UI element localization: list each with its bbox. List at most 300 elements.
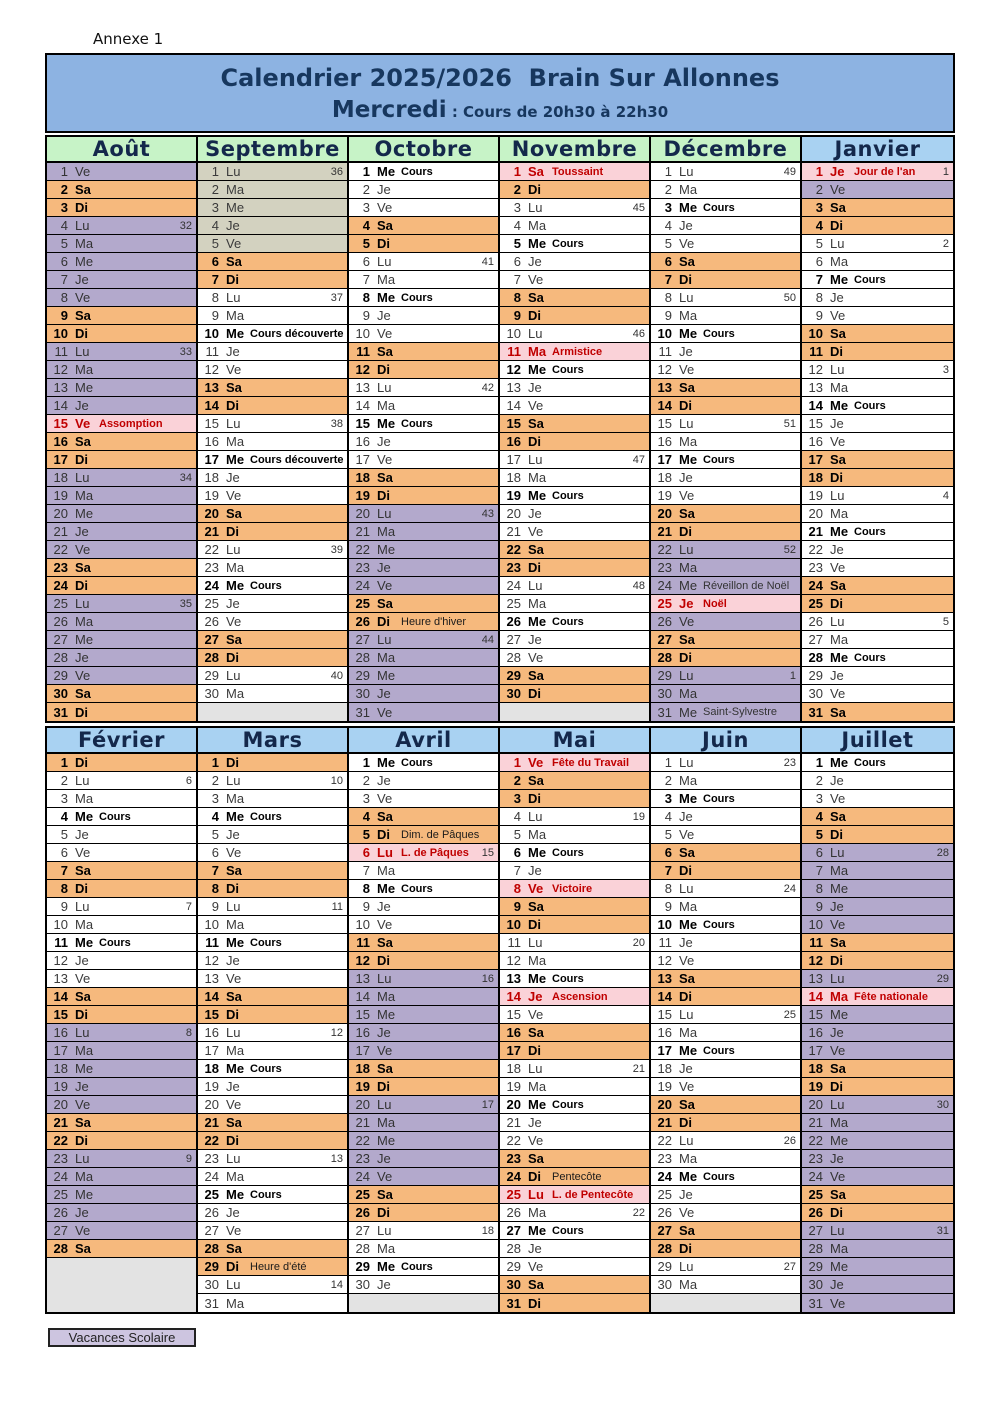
weekday-abbr: Ve	[830, 791, 846, 806]
week-number: 20	[632, 936, 645, 949]
day-note: Cours	[99, 810, 131, 823]
day-note: Dim. de Pâques	[401, 828, 480, 841]
weekday-abbr: Ve	[377, 1043, 393, 1058]
day-number: 4	[362, 218, 370, 233]
weekday-abbr: Di	[679, 863, 692, 878]
day-row	[47, 703, 196, 721]
day-row	[802, 1204, 953, 1222]
day-row	[802, 1222, 953, 1240]
day-number: 19	[53, 1079, 68, 1094]
weekday-abbr: Sa	[75, 863, 91, 878]
day-number: 25	[808, 1187, 823, 1202]
day-row	[349, 970, 498, 988]
week-number: 29	[936, 972, 949, 985]
day-number: 10	[355, 917, 370, 932]
day-row	[802, 1168, 953, 1186]
day-row	[349, 397, 498, 415]
weekday-abbr: Sa	[75, 308, 91, 323]
day-row	[47, 1204, 196, 1222]
month-column-janvier	[802, 137, 953, 721]
day-row	[500, 271, 649, 289]
week-number: 36	[330, 165, 343, 178]
weekday-abbr: Ve	[75, 668, 91, 683]
day-number: 27	[506, 1223, 521, 1238]
weekday-abbr: Lu	[377, 632, 392, 647]
weekday-abbr: Ve	[830, 308, 846, 323]
empty-filler-cell	[198, 703, 347, 721]
day-row	[198, 916, 347, 934]
day-row	[198, 1096, 347, 1114]
weekday-abbr: Je	[75, 953, 89, 968]
day-row	[198, 631, 347, 649]
day-number: 21	[204, 524, 219, 539]
day-number: 4	[211, 218, 219, 233]
day-row	[802, 559, 953, 577]
day-number: 15	[657, 1007, 672, 1022]
weekday-abbr: Me	[830, 272, 849, 287]
day-row	[47, 613, 196, 631]
day-row	[802, 1294, 953, 1312]
weekday-abbr: Di	[226, 881, 239, 896]
weekday-abbr: Me	[75, 632, 94, 647]
day-number: 17	[657, 452, 672, 467]
day-number: 28	[808, 1241, 823, 1256]
day-number: 13	[355, 971, 370, 986]
day-number: 30	[506, 686, 521, 701]
day-number: 27	[53, 632, 68, 647]
weekday-abbr: Di	[830, 596, 843, 611]
day-number: 28	[657, 1241, 672, 1256]
day-number: 13	[657, 380, 672, 395]
weekday-abbr: Sa	[377, 1187, 393, 1202]
day-row	[500, 379, 649, 397]
day-row	[500, 523, 649, 541]
month-header-fevrier: Février	[47, 728, 196, 754]
week-number: 33	[179, 345, 192, 358]
weekday-abbr: Me	[679, 917, 698, 932]
weekday-abbr: Lu	[226, 164, 241, 179]
day-row	[802, 844, 953, 862]
day-number: 4	[513, 809, 521, 824]
day-note: Cours	[552, 615, 584, 628]
day-row	[349, 271, 498, 289]
day-number: 20	[506, 506, 521, 521]
weekday-abbr: Lu	[75, 344, 90, 359]
day-row	[802, 916, 953, 934]
day-row	[47, 1114, 196, 1132]
day-number: 11	[54, 344, 68, 359]
day-row	[47, 1006, 196, 1024]
day-row	[651, 1204, 800, 1222]
weekday-abbr: Lu	[830, 614, 845, 629]
weekday-abbr: Ma	[75, 614, 94, 629]
day-row	[349, 505, 498, 523]
day-number: 26	[506, 1205, 521, 1220]
weekday-abbr: Ma	[679, 1277, 698, 1292]
day-number: 4	[60, 809, 68, 824]
weekday-abbr: Me	[528, 488, 547, 503]
week-number: 21	[632, 1062, 645, 1075]
day-number: 6	[362, 254, 370, 269]
day-number: 28	[506, 1241, 521, 1256]
weekday-abbr: Ve	[679, 1205, 695, 1220]
day-row	[349, 649, 498, 667]
day-row	[47, 163, 196, 181]
day-row	[500, 289, 649, 307]
day-row	[500, 1132, 649, 1150]
day-number: 8	[60, 881, 68, 896]
week-number: 10	[330, 774, 343, 787]
weekday-abbr: Lu	[528, 935, 543, 950]
weekday-abbr: Me	[75, 380, 94, 395]
weekday-abbr: Ma	[75, 917, 94, 932]
day-number: 14	[506, 989, 521, 1004]
day-row	[651, 217, 800, 235]
day-number: 31	[53, 704, 68, 720]
day-row	[651, 772, 800, 790]
day-row	[198, 415, 347, 433]
day-number: 14	[506, 398, 521, 413]
weekday-abbr: Ma	[679, 182, 698, 197]
day-row	[47, 325, 196, 343]
day-number: 9	[664, 308, 672, 323]
day-number: 16	[506, 1025, 521, 1040]
day-row	[47, 970, 196, 988]
weekday-abbr: Je	[679, 1187, 693, 1202]
week-number: 45	[632, 201, 645, 214]
weekday-abbr: Ve	[226, 845, 242, 860]
day-number: 21	[657, 1115, 672, 1130]
day-number: 21	[657, 524, 672, 539]
day-number: 5	[513, 236, 521, 251]
weekday-abbr: Lu	[528, 1187, 544, 1202]
weekday-abbr: Sa	[75, 989, 91, 1004]
weekday-abbr: Ve	[226, 1097, 242, 1112]
day-number: 11	[658, 935, 672, 950]
day-number: 3	[815, 791, 823, 806]
day-row	[47, 1078, 196, 1096]
weekday-abbr: Sa	[830, 935, 846, 950]
day-row	[802, 790, 953, 808]
day-row	[500, 772, 649, 790]
weekday-abbr: Sa	[830, 326, 846, 341]
weekday-abbr: Lu	[528, 1061, 543, 1076]
weekday-abbr: Lu	[75, 1151, 90, 1166]
day-number: 11	[809, 344, 823, 359]
day-row	[198, 487, 347, 505]
day-number: 22	[204, 1133, 219, 1148]
month-column-avril	[349, 728, 500, 1312]
day-number: 17	[53, 452, 68, 467]
day-number: 26	[53, 614, 68, 629]
weekday-abbr: Di	[528, 791, 541, 806]
day-note: Cours	[703, 1170, 735, 1183]
day-number: 28	[657, 650, 672, 665]
day-row	[500, 808, 649, 826]
weekday-abbr: Me	[377, 755, 396, 770]
day-row	[349, 613, 498, 631]
day-number: 2	[60, 182, 68, 197]
day-note: Pentecôte	[552, 1170, 602, 1183]
day-number: 24	[53, 1169, 68, 1184]
day-number: 3	[815, 200, 823, 215]
weekday-abbr: Lu	[377, 971, 392, 986]
day-number: 22	[657, 542, 672, 557]
day-number: 3	[513, 791, 521, 806]
day-row	[349, 577, 498, 595]
day-number: 15	[204, 1007, 219, 1022]
day-row	[651, 988, 800, 1006]
weekday-abbr: Di	[830, 1205, 843, 1220]
weekday-abbr: Sa	[226, 632, 242, 647]
day-number: 22	[355, 1133, 370, 1148]
day-row	[47, 898, 196, 916]
weekday-abbr: Ma	[226, 308, 245, 323]
day-number: 11	[507, 935, 521, 950]
day-row	[47, 826, 196, 844]
day-row	[47, 217, 196, 235]
day-row	[198, 163, 347, 181]
weekday-abbr: Je	[528, 1241, 542, 1256]
day-row	[500, 577, 649, 595]
day-number: 29	[657, 1259, 672, 1274]
day-number: 20	[53, 506, 68, 521]
day-row	[349, 844, 498, 862]
day-row	[651, 649, 800, 667]
day-row	[47, 469, 196, 487]
day-number: 27	[355, 1223, 370, 1238]
weekday-abbr: Je	[377, 560, 391, 575]
day-number: 22	[506, 542, 521, 557]
day-row	[349, 952, 498, 970]
week-number: 24	[783, 882, 796, 895]
day-number: 27	[808, 1223, 823, 1238]
day-row	[47, 289, 196, 307]
weekday-abbr: Di	[75, 1133, 88, 1148]
day-number: 17	[53, 1043, 68, 1058]
weekday-abbr: Sa	[75, 434, 91, 449]
day-number: 5	[664, 827, 672, 842]
day-number: 2	[815, 182, 823, 197]
day-number: 27	[808, 632, 823, 647]
day-number: 4	[362, 809, 370, 824]
weekday-abbr: Lu	[75, 773, 90, 788]
day-row	[802, 685, 953, 703]
day-number: 28	[808, 650, 823, 665]
day-number: 11	[356, 344, 370, 359]
day-number: 25	[808, 596, 823, 611]
week-number: 11	[331, 900, 343, 913]
weekday-abbr: Je	[528, 254, 542, 269]
day-row	[802, 1150, 953, 1168]
day-number: 7	[60, 863, 68, 878]
day-row	[349, 1006, 498, 1024]
day-number: 15	[808, 416, 823, 431]
weekday-abbr: Ve	[830, 1295, 846, 1311]
day-number: 4	[815, 218, 823, 233]
weekday-abbr: Me	[377, 290, 396, 305]
subtitle-day: Mercredi	[331, 96, 447, 123]
weekday-abbr: Ma	[528, 953, 547, 968]
day-number: 1	[211, 755, 219, 770]
day-number: 6	[513, 254, 521, 269]
day-number: 28	[204, 1241, 219, 1256]
week-number: 47	[632, 453, 645, 466]
day-number: 13	[808, 380, 823, 395]
day-number: 12	[506, 953, 521, 968]
day-row	[651, 970, 800, 988]
weekday-abbr: Sa	[75, 560, 91, 575]
day-row	[500, 469, 649, 487]
day-row	[349, 433, 498, 451]
weekday-abbr: Me	[830, 1133, 849, 1148]
day-row	[802, 1060, 953, 1078]
weekday-abbr: Me	[679, 326, 698, 341]
day-number: 24	[808, 578, 823, 593]
day-row	[802, 289, 953, 307]
day-row	[349, 487, 498, 505]
day-number: 4	[211, 809, 219, 824]
day-row	[349, 379, 498, 397]
day-number: 2	[362, 182, 370, 197]
day-number: 2	[60, 773, 68, 788]
month-header-janvier: Janvier	[802, 137, 953, 163]
day-number: 3	[513, 200, 521, 215]
day-row	[349, 1150, 498, 1168]
day-row	[47, 934, 196, 952]
weekday-abbr: Me	[377, 542, 396, 557]
weekday-abbr: Di	[377, 827, 390, 842]
day-number: 19	[657, 488, 672, 503]
day-row	[802, 163, 953, 181]
day-row	[500, 217, 649, 235]
weekday-abbr: Ve	[528, 398, 544, 413]
weekday-abbr: Je	[528, 506, 542, 521]
day-number: 3	[362, 200, 370, 215]
day-row	[651, 325, 800, 343]
day-row	[198, 1240, 347, 1258]
weekday-abbr: Ma	[679, 899, 698, 914]
day-row	[47, 361, 196, 379]
weekday-abbr: Lu	[528, 326, 543, 341]
day-number: 26	[53, 1205, 68, 1220]
day-number: 7	[362, 272, 370, 287]
day-row	[651, 862, 800, 880]
weekday-abbr: Je	[679, 935, 693, 950]
day-number: 16	[355, 434, 370, 449]
day-number: 28	[204, 650, 219, 665]
weekday-abbr: Di	[679, 272, 692, 287]
weekday-abbr: Lu	[75, 218, 90, 233]
day-row	[349, 898, 498, 916]
day-row	[651, 1276, 800, 1294]
day-number: 2	[664, 773, 672, 788]
weekday-abbr: Ma	[377, 272, 396, 287]
weekday-abbr: Sa	[830, 704, 846, 720]
day-number: 24	[204, 1169, 219, 1184]
day-row	[198, 754, 347, 772]
day-number: 25	[204, 596, 219, 611]
weekday-abbr: Ma	[830, 863, 849, 878]
weekday-abbr: Di	[528, 434, 541, 449]
weekday-abbr: Je	[830, 1151, 844, 1166]
day-row	[802, 1006, 953, 1024]
day-number: 23	[506, 1151, 521, 1166]
weekday-abbr: Me	[75, 254, 94, 269]
day-note: Fête nationale	[854, 990, 928, 1003]
weekday-abbr: Ve	[679, 488, 695, 503]
day-row	[802, 1078, 953, 1096]
day-row	[500, 880, 649, 898]
day-number: 21	[808, 524, 823, 539]
day-number: 25	[204, 1187, 219, 1202]
day-row	[349, 469, 498, 487]
weekday-abbr: Ve	[528, 1259, 544, 1274]
day-number: 17	[355, 452, 370, 467]
day-row	[349, 1024, 498, 1042]
day-row	[802, 577, 953, 595]
day-number: 27	[355, 632, 370, 647]
weekday-abbr: Ma	[528, 596, 547, 611]
day-number: 21	[808, 1115, 823, 1130]
weekday-abbr: Me	[679, 791, 698, 806]
weekday-abbr: Lu	[830, 971, 845, 986]
day-number: 25	[53, 596, 68, 611]
day-number: 17	[506, 1043, 521, 1058]
day-row	[47, 916, 196, 934]
day-number: 18	[657, 1061, 672, 1076]
day-number: 23	[53, 1151, 68, 1166]
weekday-abbr: Ve	[679, 827, 695, 842]
day-note: Cours	[552, 972, 584, 985]
month-column-juin	[651, 728, 802, 1312]
weekday-abbr: Me	[830, 881, 849, 896]
weekday-abbr: Di	[528, 182, 541, 197]
day-row	[198, 970, 347, 988]
week-number: 50	[783, 291, 796, 304]
day-row	[802, 1240, 953, 1258]
day-row	[651, 754, 800, 772]
weekday-abbr: Ve	[75, 845, 91, 860]
weekday-abbr: Ve	[226, 614, 242, 629]
day-number: 8	[815, 290, 823, 305]
weekday-abbr: Sa	[528, 542, 544, 557]
day-number: 24	[506, 578, 521, 593]
day-row	[349, 1204, 498, 1222]
weekday-abbr: Ma	[528, 1205, 547, 1220]
day-row	[651, 487, 800, 505]
day-row	[500, 505, 649, 523]
week-number: 52	[783, 543, 796, 556]
week-number: 30	[936, 1098, 949, 1111]
weekday-abbr: Sa	[226, 506, 242, 521]
day-number: 14	[53, 398, 68, 413]
day-row	[500, 397, 649, 415]
weekday-abbr: Ve	[679, 362, 695, 377]
weekday-abbr: Sa	[830, 452, 846, 467]
day-number: 6	[664, 254, 672, 269]
day-number: 4	[664, 809, 672, 824]
day-row	[651, 595, 800, 613]
day-number: 12	[204, 362, 219, 377]
day-number: 16	[808, 1025, 823, 1040]
weekday-abbr: Me	[679, 578, 698, 593]
day-row	[802, 217, 953, 235]
day-number: 20	[657, 1097, 672, 1112]
day-row	[651, 397, 800, 415]
weekday-abbr: Di	[226, 398, 239, 413]
day-number: 26	[657, 1205, 672, 1220]
